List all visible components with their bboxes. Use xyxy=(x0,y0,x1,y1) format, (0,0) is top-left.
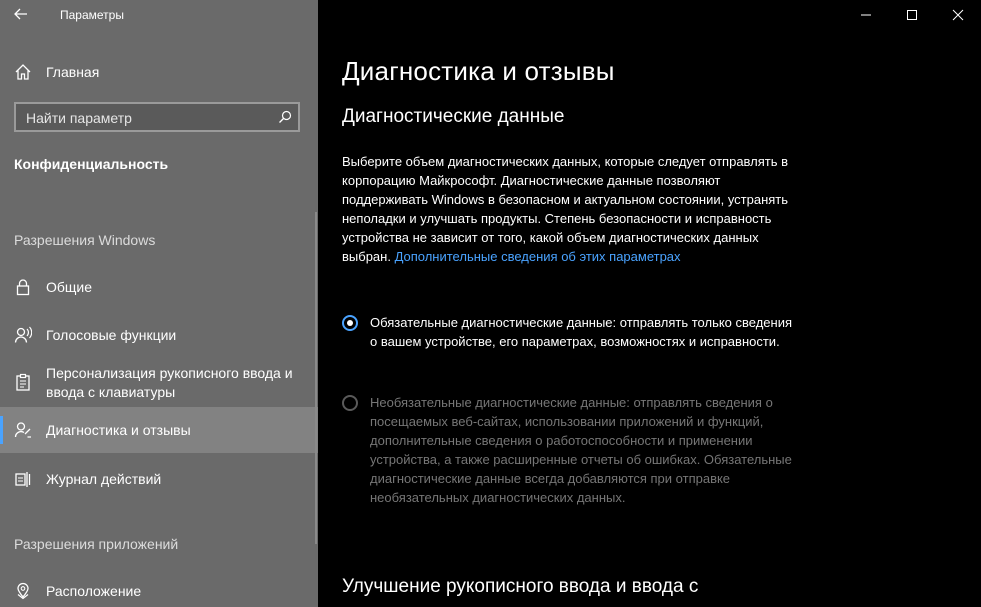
section-title: Конфиденциальность xyxy=(14,156,169,172)
group-header-apps: Разрешения приложений xyxy=(14,536,179,552)
main-content xyxy=(318,0,981,607)
sidebar-item-label: Диагностика и отзывы xyxy=(46,422,191,438)
home-icon xyxy=(14,63,32,81)
clipboard-icon xyxy=(14,373,32,391)
section-heading: Диагностические данные xyxy=(342,106,565,127)
active-indicator xyxy=(0,416,3,444)
sidebar-item-label: Главная xyxy=(46,64,100,80)
sidebar xyxy=(0,0,318,607)
page-title: Диагностика и отзывы xyxy=(342,56,615,86)
activity-icon xyxy=(14,470,32,488)
search-placeholder: Найти параметр xyxy=(26,110,132,126)
sidebar-scrollbar[interactable] xyxy=(315,212,317,544)
inking-typing-heading: Улучшение рукописного ввода и ввода с xyxy=(342,576,699,597)
radio-button-checked[interactable] xyxy=(342,315,358,331)
app-title: Параметры xyxy=(60,8,124,22)
titlebar-left xyxy=(0,0,318,32)
sidebar-item-activity-history[interactable] xyxy=(0,462,318,496)
feedback-icon xyxy=(14,421,32,439)
sidebar-item-speech[interactable] xyxy=(0,318,318,352)
location-icon xyxy=(14,582,32,600)
sidebar-item-label: Журнал действий xyxy=(46,471,162,487)
group-header-windows: Разрешения Windows xyxy=(14,232,156,248)
learn-more-link[interactable]: Дополнительные сведения об этих параметрах xyxy=(394,249,681,264)
sidebar-item-label: Персонализация рукописного ввода и ввода с клавиатуры xyxy=(46,365,293,400)
radio-button-unchecked[interactable] xyxy=(342,395,358,411)
lock-icon xyxy=(14,278,32,296)
back-arrow-icon xyxy=(14,8,28,20)
radio-label: Необязательные диагностические данные: отправлять сведения о посещаемых веб-сайтах, использовании приложений и функций, дополнительные сведения о работоспособности и применении устройства, а также расширенные отчеты об ошибках. Обязательные диагностические данные всегда добавляются при отправке необязательных диагностических данных. xyxy=(370,395,792,505)
radio-required-data[interactable] xyxy=(342,313,792,373)
radio-label: Обязательные диагностические данные: отправлять только сведения о вашем устройстве, его параметрах, возможностях и исправности. xyxy=(370,315,793,349)
sidebar-item-diagnostics[interactable] xyxy=(0,407,318,453)
speech-icon xyxy=(14,326,32,344)
sidebar-item-location[interactable] xyxy=(0,574,318,607)
sidebar-item-general[interactable] xyxy=(0,270,318,304)
search-input[interactable] xyxy=(14,102,300,132)
search-icon[interactable] xyxy=(278,110,292,124)
sidebar-item-inking-typing[interactable] xyxy=(0,358,318,404)
description-text: Выберите объем диагностических данных, которые следует отправлять в корпорацию Майкрософт. Диагностические данные позволяют поддерживать Windows в безопасном и актуальном состоянии, устранять неполадки и улучшать продукты. Степень безопасности и исправность устройства не зависит от того, какой объем диагностических данных выбран. xyxy=(342,154,789,264)
description xyxy=(342,152,792,266)
radio-optional-data[interactable] xyxy=(342,393,792,525)
sidebar-item-label: Общие xyxy=(46,279,93,295)
sidebar-item-home[interactable] xyxy=(0,56,318,88)
sidebar-item-label: Голосовые функции xyxy=(46,327,177,343)
back-button[interactable] xyxy=(8,3,36,27)
sidebar-item-label: Расположение xyxy=(46,583,142,599)
